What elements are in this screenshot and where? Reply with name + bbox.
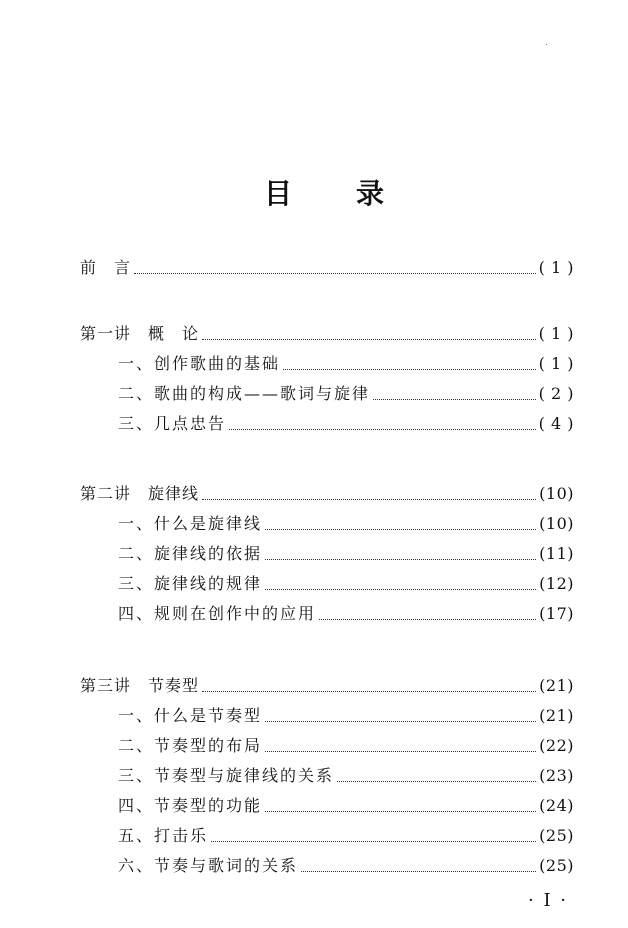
toc-page-number: ( 1 ) <box>538 324 574 343</box>
toc-entry-chapter-3[interactable] <box>80 672 574 696</box>
toc-page-number: (21) <box>539 676 574 695</box>
dot-leader <box>265 588 536 590</box>
toc-page-number: (24) <box>539 796 574 815</box>
toc-entry-section[interactable] <box>118 732 574 756</box>
toc-page-number: (11) <box>539 544 574 563</box>
toc-entry-section[interactable] <box>118 570 574 594</box>
dot-leader <box>265 720 536 722</box>
toc-entry-label: 三、旋律线的规律 <box>118 574 263 593</box>
dot-leader <box>265 558 536 560</box>
toc-entry-label: 一、什么是节奏型 <box>118 706 263 725</box>
toc-page-number: (21) <box>539 706 574 725</box>
toc-page-number: (23) <box>539 766 574 785</box>
dot-leader <box>265 750 536 752</box>
dot-leader <box>202 690 536 692</box>
toc-entry-label: 六、节奏与歌词的关系 <box>118 856 299 875</box>
title-char-2: 录 <box>356 177 385 210</box>
page-folio: · I · <box>528 890 568 911</box>
dot-leader <box>202 338 536 340</box>
toc-entry-label: 前 言 <box>80 258 132 277</box>
toc-entry-chapter-2[interactable] <box>80 480 574 504</box>
toc-entry-section[interactable] <box>118 762 574 786</box>
dot-leader <box>337 780 536 782</box>
title-char-1: 目 <box>264 177 293 210</box>
toc-entry-section[interactable] <box>118 350 574 374</box>
dot-leader <box>134 272 536 274</box>
dot-leader <box>229 428 536 430</box>
toc-entry-label: 第一讲 概 论 <box>80 324 200 343</box>
toc-entry-section[interactable] <box>118 792 574 816</box>
toc-entry-section[interactable] <box>118 600 574 624</box>
toc-page-number: (22) <box>539 736 574 755</box>
toc-entry-section[interactable] <box>118 410 574 434</box>
toc-page-number: ( 1 ) <box>538 258 574 277</box>
toc-entry-chapter-1[interactable] <box>80 320 574 344</box>
toc-entry-section[interactable] <box>118 380 574 404</box>
dot-leader <box>211 840 536 842</box>
toc-entry-section[interactable] <box>118 510 574 534</box>
toc-page-number: (10) <box>539 484 574 503</box>
page-title <box>0 176 628 216</box>
toc-page-number: (17) <box>539 604 574 623</box>
dot-leader <box>265 810 536 812</box>
toc-entry-label: 三、节奏型与旋律线的关系 <box>118 766 335 785</box>
toc-entry-preface[interactable] <box>80 254 574 278</box>
dot-leader <box>265 528 536 530</box>
toc-entry-label: 三、几点忠告 <box>118 414 227 433</box>
toc-entry-section[interactable] <box>118 540 574 564</box>
toc-entry-label: 一、创作歌曲的基础 <box>118 354 281 373</box>
toc-page-number: (25) <box>539 826 574 845</box>
toc-entry-label: 一、什么是旋律线 <box>118 514 263 533</box>
toc-entry-section[interactable] <box>118 852 574 876</box>
toc-entry-label: 四、规则在创作中的应用 <box>118 604 317 623</box>
toc-page-number: ( 2 ) <box>538 384 574 403</box>
dot-leader <box>373 398 536 400</box>
dot-leader <box>319 618 536 620</box>
toc-entry-section[interactable] <box>118 822 574 846</box>
toc-entry-label: 五、打击乐 <box>118 826 209 845</box>
toc-page-number: ( 4 ) <box>538 414 574 433</box>
toc-entry-label: 第二讲 旋律线 <box>80 484 200 503</box>
scan-speck <box>546 44 547 45</box>
dot-leader <box>283 368 536 370</box>
toc-page-number: (10) <box>539 514 574 533</box>
toc-entry-label: 四、节奏型的功能 <box>118 796 263 815</box>
toc-entry-label: 第三讲 节奏型 <box>80 676 200 695</box>
dot-leader <box>202 498 536 500</box>
toc-page-number: ( 1 ) <box>538 354 574 373</box>
toc-entry-label: 二、旋律线的依据 <box>118 544 263 563</box>
toc-entry-section[interactable] <box>118 702 574 726</box>
toc-entry-label: 二、歌曲的构成——歌词与旋律 <box>118 384 371 403</box>
toc-entry-label: 二、节奏型的布局 <box>118 736 263 755</box>
toc-page-number: (12) <box>539 574 574 593</box>
toc-page-number: (25) <box>539 856 574 875</box>
dot-leader <box>301 870 536 872</box>
